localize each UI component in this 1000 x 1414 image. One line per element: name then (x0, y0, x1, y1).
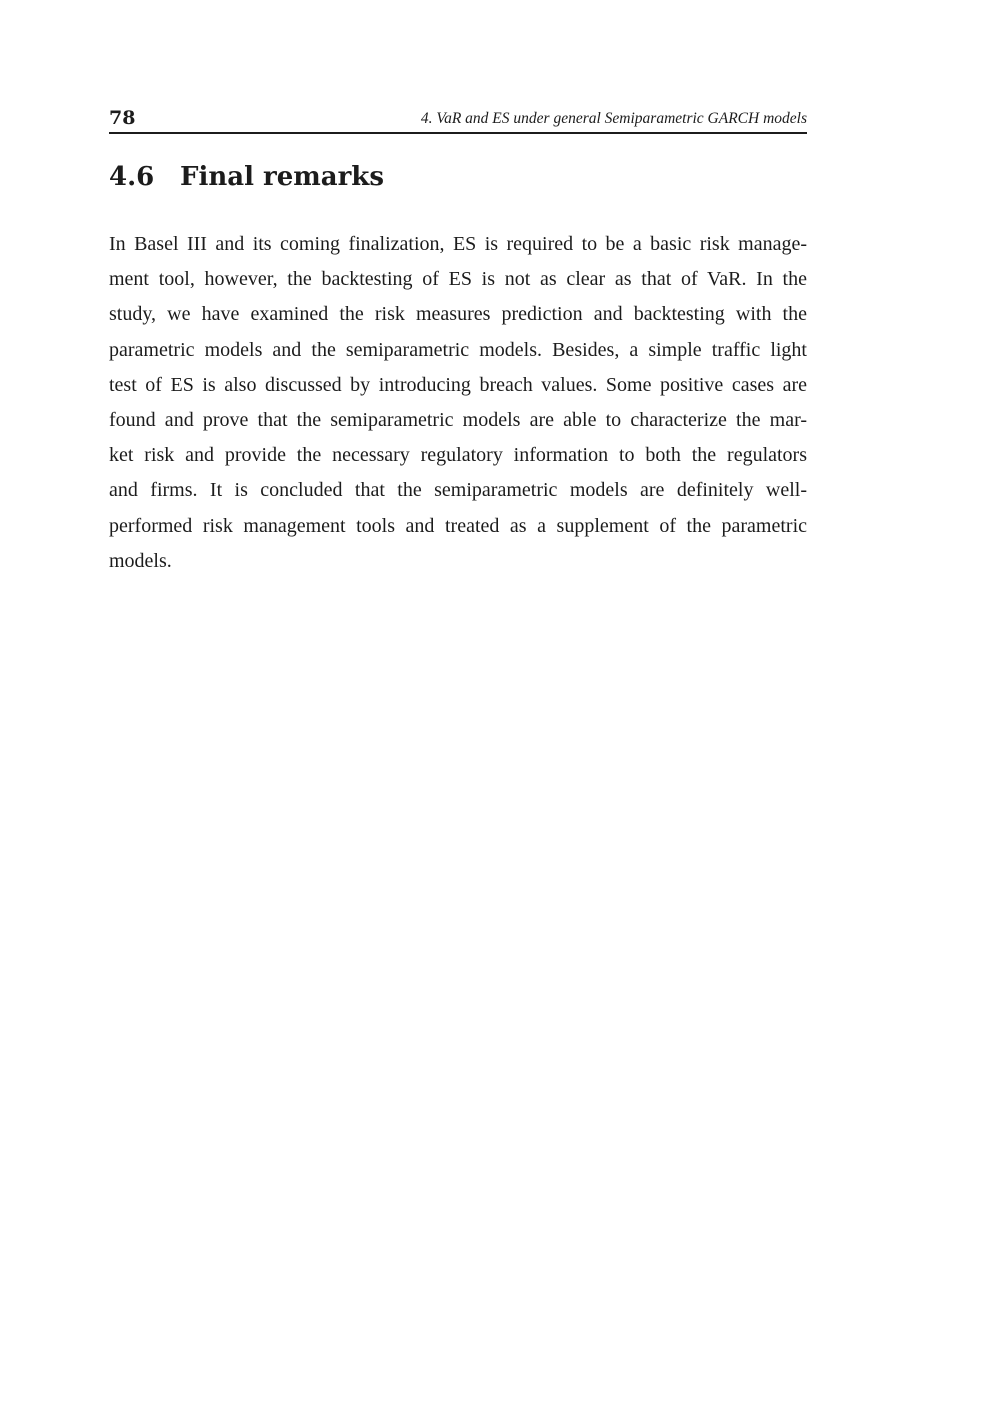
body-paragraph (109, 227, 807, 579)
page-number: 78 (109, 107, 136, 129)
paragraph-line: ment tool, however, the backtesting of ES is not as clear as that of VaR. In the (109, 268, 807, 291)
section-heading (109, 157, 384, 197)
running-title: 4. VaR and ES under general Semiparametric GARCH models (420, 110, 807, 127)
paragraph-line: study, we have examined the risk measures prediction and backtesting with the (109, 303, 807, 326)
paragraph-line: parametric models and the semiparametric models. Besides, a simple traffic light (109, 338, 807, 361)
paragraph-line: models. (109, 549, 172, 572)
paragraph-line: ket risk and provide the necessary regulatory information to both the regulators (109, 444, 807, 467)
paragraph-line: and firms. It is concluded that the semiparametric models are definitely well- (109, 479, 807, 502)
paragraph-line: found and prove that the semiparametric models are able to characterize the mar- (109, 409, 807, 432)
running-header (109, 106, 807, 134)
section-number: 4.6 (109, 162, 155, 192)
paragraph-line: test of ES is also discussed by introducing breach values. Some positive cases are (109, 373, 807, 396)
paragraph-line: performed risk management tools and treated as a supplement of the parametric (109, 514, 807, 537)
paragraph-line: In Basel III and its coming finalization, ES is required to be a basic risk manage- (109, 233, 807, 255)
section-title: Final remarks (180, 162, 384, 192)
